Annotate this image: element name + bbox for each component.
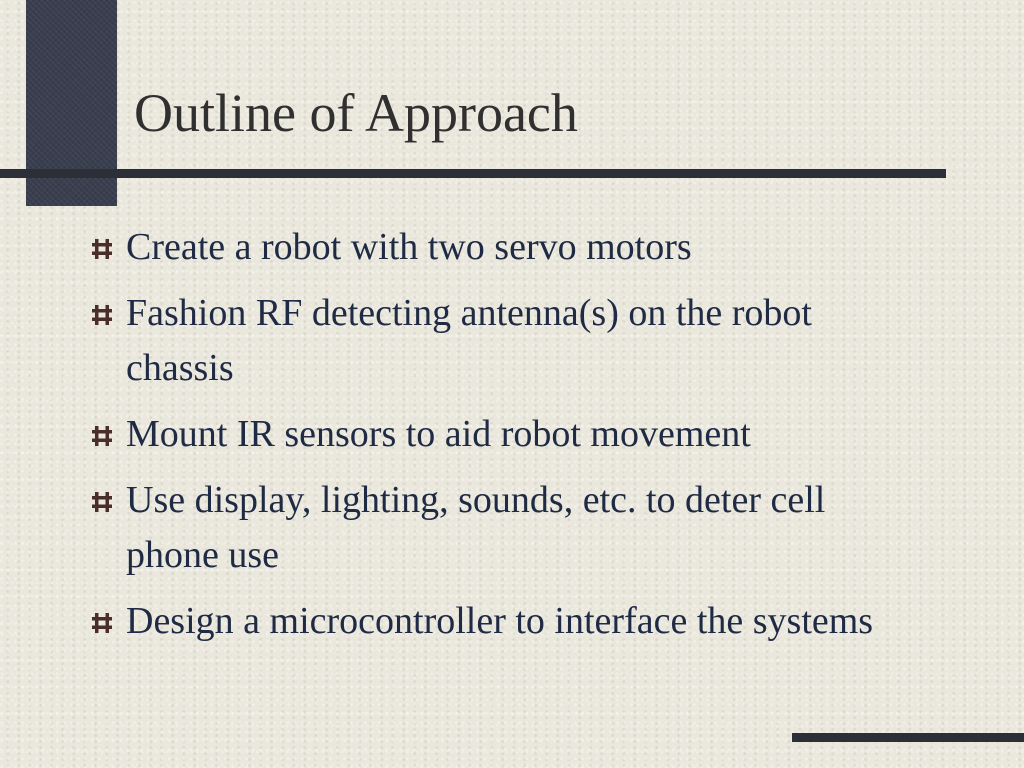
hash-bullet-icon [91, 304, 113, 326]
hash-bullet-icon [91, 491, 113, 513]
hash-bullet-icon [91, 612, 113, 634]
bullet-item [88, 473, 918, 583]
hash-bullet-icon [91, 238, 113, 260]
bullet-item [88, 286, 918, 396]
title-underline-rule [0, 169, 946, 178]
bullet-list [88, 220, 918, 660]
bullet-text: Mount IR sensors to aid robot movement [126, 413, 751, 455]
bullet-item [88, 407, 918, 462]
bullet-item [88, 220, 918, 275]
bullet-text: Fashion RF detecting antenna(s) on the robot chassis [126, 292, 812, 389]
bullet-text: Create a robot with two servo motors [126, 226, 692, 268]
bullet-text: Use display, lighting, sounds, etc. to deter cell phone use [126, 479, 826, 576]
bullet-text: Design a microcontroller to interface the systems [126, 600, 874, 642]
footer-rule [792, 733, 1024, 742]
bullet-item [88, 594, 918, 649]
hash-bullet-icon [91, 425, 113, 447]
slide-title: Outline of Approach [134, 83, 578, 143]
